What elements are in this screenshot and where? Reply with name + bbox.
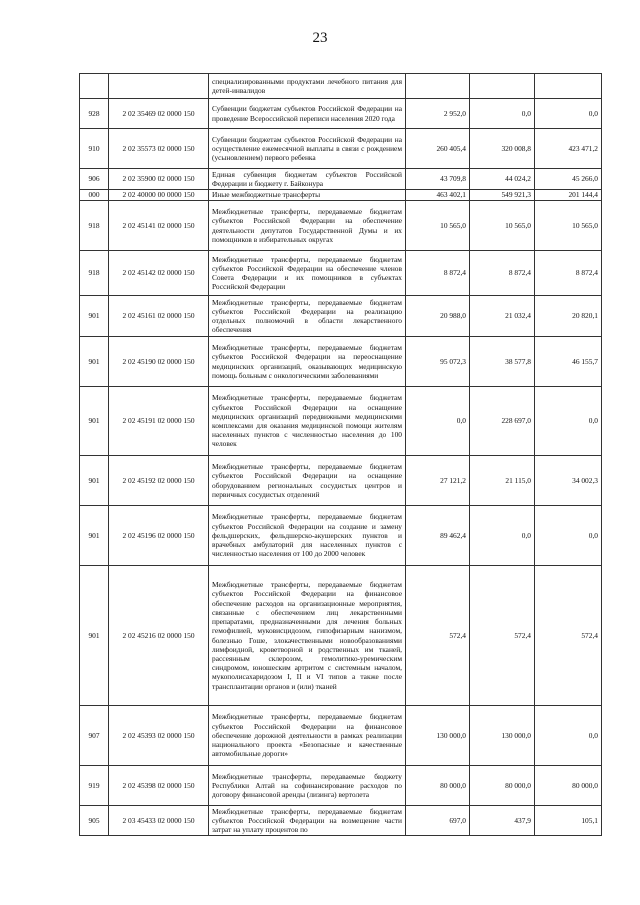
amount-2023-cell: 0,0 <box>535 387 602 456</box>
amount-2022-cell: 572,4 <box>470 566 535 706</box>
amount-2022-cell: 130 000,0 <box>470 706 535 766</box>
table-row <box>80 201 602 251</box>
table-row <box>80 806 602 836</box>
amount-2023-cell: 0,0 <box>535 506 602 566</box>
amount-2023-cell: 105,1 <box>535 806 602 836</box>
budget-code-cell: 2 03 45433 02 0000 150 <box>109 806 209 836</box>
amount-2022-cell: 320 008,8 <box>470 129 535 169</box>
admin-code-cell: 901 <box>80 506 109 566</box>
amount-2021-cell: 10 565,0 <box>406 201 470 251</box>
admin-code-cell <box>80 74 109 99</box>
page-number: 23 <box>312 30 328 46</box>
table-row <box>80 99 602 129</box>
admin-code-cell: 918 <box>80 251 109 296</box>
table-row <box>80 169 602 190</box>
revenue-name-cell: Межбюджетные трансферты, передаваемые бюджету Республики Алтай на софинансирование расходов по договору финансовой аренды (лизинга) вертолета <box>209 766 406 806</box>
amount-2023-cell: 572,4 <box>535 566 602 706</box>
admin-code-cell: 000 <box>80 190 109 201</box>
admin-code-cell: 919 <box>80 766 109 806</box>
table-row <box>80 506 602 566</box>
revenue-name-cell: Межбюджетные трансферты, передаваемые бюджетам субъектов Российской Федерации на финансовое обеспечение расходов на организационные мероприятия, связанные с обеспечением лиц лекарственными препаратами, предназначенными для лечения больных гемофилией, муковисцидозом, гипофизарным нанизмом, болезнью Гоше, злокачественными новообразованиями лимфоидной, кроветворной и родственных им тканей, рассеянным склерозом, гемолитико-уремическим синдромом, юношеским артритом с системным началом, мукополисахаридозом I, II и VI типов а также после трансплантации органов и (или) тканей <box>209 566 406 706</box>
budget-code-cell: 2 02 45196 02 0000 150 <box>109 506 209 566</box>
table-row <box>80 566 602 706</box>
amount-2021-cell: 130 000,0 <box>406 706 470 766</box>
amount-2021-cell: 80 000,0 <box>406 766 470 806</box>
revenue-name-cell: Межбюджетные трансферты, передаваемые бюджетам субъектов Российской Федерации на оснащение оборудованием региональных сосудистых центров и первичных сосудистых отделений <box>209 456 406 506</box>
budget-code-cell: 2 02 45398 02 0000 150 <box>109 766 209 806</box>
amount-2022-cell: 549 921,3 <box>470 190 535 201</box>
admin-code-cell: 907 <box>80 706 109 766</box>
amount-2023-cell: 80 000,0 <box>535 766 602 806</box>
budget-code-cell: 2 02 35573 02 0000 150 <box>109 129 209 169</box>
amount-2021-cell: 572,4 <box>406 566 470 706</box>
table-row <box>80 456 602 506</box>
revenue-name-cell: Субвенции бюджетам субъектов Российской Федерации на осуществление ежемесячной выплаты в связи с рождением (усыновлением) первого ребенка <box>209 129 406 169</box>
amount-2022-cell: 0,0 <box>470 506 535 566</box>
budget-code-cell: 2 02 40000 00 0000 150 <box>109 190 209 201</box>
revenue-name-cell: Межбюджетные трансферты, передаваемые бюджетам субъектов Российской Федерации на переоснащение медицинских организаций, оказывающих медицинскую помощь больным с онкологическими заболеваниями <box>209 337 406 387</box>
amount-2022-cell: 21 115,0 <box>470 456 535 506</box>
revenue-name-cell: Межбюджетные трансферты, передаваемые бюджетам субъектов Российской Федерации на оснащение медицинских организаций передвижными медицинскими комплексами для оказания медицинской помощи жителям населенных пунктов с численностью населения до 100 человек <box>209 387 406 456</box>
amount-2022-cell: 80 000,0 <box>470 766 535 806</box>
table-row <box>80 296 602 337</box>
table-row <box>80 251 602 296</box>
revenue-name-cell: Межбюджетные трансферты, передаваемые бюджетам субъектов Российской Федерации на создание и замену фельдшерских, фельдшерско-акушерских пунктов и врачебных амбулаторий для населенных пунктов с численностью населения от 100 до 2000 человек <box>209 506 406 566</box>
table-row <box>80 129 602 169</box>
admin-code-cell: 906 <box>80 169 109 190</box>
amount-2021-cell: 27 121,2 <box>406 456 470 506</box>
amount-2023-cell: 0,0 <box>535 706 602 766</box>
table-row <box>80 387 602 456</box>
revenue-name-cell: Межбюджетные трансферты, передаваемые бюджетам субъектов Российской Федерации на реализацию отдельных полномочий в области лекарственного обеспечения <box>209 296 406 337</box>
amount-2022-cell: 21 032,4 <box>470 296 535 337</box>
budget-code-cell: 2 02 45192 02 0000 150 <box>109 456 209 506</box>
amount-2021-cell: 697,0 <box>406 806 470 836</box>
revenue-name-cell: Иные межбюджетные трансферты <box>209 190 406 201</box>
amount-2023-cell: 34 002,3 <box>535 456 602 506</box>
admin-code-cell: 901 <box>80 456 109 506</box>
budget-code-cell: 2 02 35469 02 0000 150 <box>109 99 209 129</box>
amount-2023-cell: 46 155,7 <box>535 337 602 387</box>
revenue-name-cell: специализированными продуктами лечебного питания для детей-инвалидов <box>209 74 406 99</box>
amount-2023-cell: 10 565,0 <box>535 201 602 251</box>
revenue-name-cell: Межбюджетные трансферты, передаваемые бюджетам субъектов Российской Федерации на возмещение части затрат на уплату процентов по <box>209 806 406 836</box>
amount-2021-cell: 95 072,3 <box>406 337 470 387</box>
amount-2022-cell: 0,0 <box>470 99 535 129</box>
amount-2021-cell <box>406 74 470 99</box>
amount-2022-cell: 228 697,0 <box>470 387 535 456</box>
amount-2023-cell: 20 820,1 <box>535 296 602 337</box>
admin-code-cell: 928 <box>80 99 109 129</box>
amount-2023-cell: 0,0 <box>535 99 602 129</box>
amount-2021-cell: 0,0 <box>406 387 470 456</box>
admin-code-cell: 901 <box>80 566 109 706</box>
amount-2021-cell: 43 709,8 <box>406 169 470 190</box>
amount-2023-cell: 45 266,0 <box>535 169 602 190</box>
revenue-name-cell: Межбюджетные трансферты, передаваемые бюджетам субъектов Российской Федерации на обеспечение деятельности депутатов Государственной Думы и их помощников в избирательных округах <box>209 201 406 251</box>
amount-2021-cell: 2 952,0 <box>406 99 470 129</box>
amount-2023-cell: 201 144,4 <box>535 190 602 201</box>
amount-2022-cell: 437,9 <box>470 806 535 836</box>
budget-code-cell: 2 02 35900 02 0000 150 <box>109 169 209 190</box>
amount-2023-cell <box>535 74 602 99</box>
budget-code-cell: 2 02 45393 02 0000 150 <box>109 706 209 766</box>
table-row <box>80 337 602 387</box>
amount-2022-cell <box>470 74 535 99</box>
revenue-name-cell: Межбюджетные трансферты, передаваемые бюджетам субъектов Российской Федерации на финансовое обеспечение дорожной деятельности в рамках реализации национального проекта «Безопасные и качественные автомобильные дороги» <box>209 706 406 766</box>
amount-2021-cell: 260 405,4 <box>406 129 470 169</box>
table-row <box>80 706 602 766</box>
budget-code-cell: 2 02 45161 02 0000 150 <box>109 296 209 337</box>
table-row <box>80 74 602 99</box>
budget-code-cell: 2 02 45191 02 0000 150 <box>109 387 209 456</box>
admin-code-cell: 901 <box>80 337 109 387</box>
budget-revenue-table <box>79 73 602 836</box>
budget-code-cell: 2 02 45142 02 0000 150 <box>109 251 209 296</box>
revenue-name-cell: Субвенции бюджетам субъектов Российской Федерации на проведение Всероссийской переписи населения 2020 года <box>209 99 406 129</box>
admin-code-cell: 910 <box>80 129 109 169</box>
budget-code-cell: 2 02 45141 02 0000 150 <box>109 201 209 251</box>
amount-2022-cell: 38 577,8 <box>470 337 535 387</box>
admin-code-cell: 905 <box>80 806 109 836</box>
amount-2023-cell: 423 471,2 <box>535 129 602 169</box>
revenue-name-cell: Единая субвенция бюджетам субъектов Российской Федерации и бюджету г. Байконура <box>209 169 406 190</box>
amount-2021-cell: 8 872,4 <box>406 251 470 296</box>
revenue-name-cell: Межбюджетные трансферты, передаваемые бюджетам субъектов Российской Федерации на обеспечение членов Совета Федерации и их помощников в субъектах Российской Федерации <box>209 251 406 296</box>
admin-code-cell: 901 <box>80 296 109 337</box>
admin-code-cell: 901 <box>80 387 109 456</box>
budget-code-cell: 2 02 45190 02 0000 150 <box>109 337 209 387</box>
table-row <box>80 766 602 806</box>
amount-2023-cell: 8 872,4 <box>535 251 602 296</box>
amount-2022-cell: 10 565,0 <box>470 201 535 251</box>
budget-code-cell: 2 02 45216 02 0000 150 <box>109 566 209 706</box>
amount-2021-cell: 20 988,0 <box>406 296 470 337</box>
table-row <box>80 190 602 201</box>
amount-2021-cell: 89 462,4 <box>406 506 470 566</box>
budget-code-cell <box>109 74 209 99</box>
admin-code-cell: 918 <box>80 201 109 251</box>
amount-2022-cell: 44 024,2 <box>470 169 535 190</box>
amount-2022-cell: 8 872,4 <box>470 251 535 296</box>
amount-2021-cell: 463 402,1 <box>406 190 470 201</box>
